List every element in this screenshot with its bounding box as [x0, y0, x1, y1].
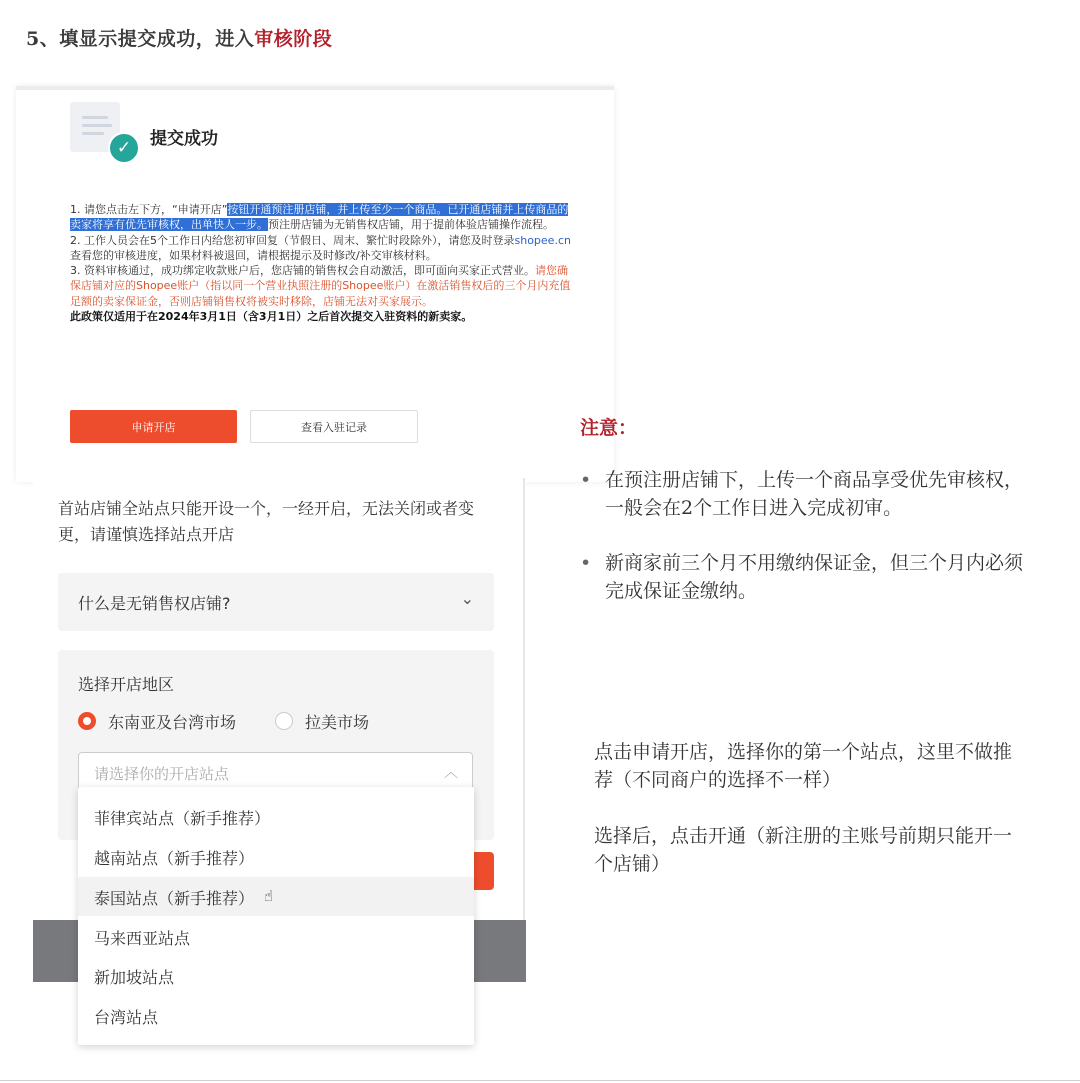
faq-label: 什么是无销售权店铺? [78, 594, 231, 613]
radio-label: 东南亚及台湾市场 [108, 713, 237, 732]
item3-text: 3. 资料审核通过，成功绑定收款账户后，您店铺的销售权会自动激活，即可面向买家正式营业。 [70, 264, 535, 278]
open-shop-button[interactable] [473, 852, 494, 890]
option-label: 新加坡站点 [94, 968, 175, 987]
slide-heading [26, 24, 332, 51]
bullet-icon: • [580, 552, 592, 574]
option-label: 越南站点（新手推荐） [94, 849, 255, 868]
note-item [580, 466, 1030, 522]
site-option-singapore[interactable] [78, 956, 474, 995]
item2-text-a: 2. 工作人员会在5个工作日内给您初审回复（节假日、周末、繁忙时段除外），请您及时登录 [70, 233, 515, 247]
region-label: 选择开店地区 [78, 675, 175, 694]
item2-text-b: 查看您的审核进度，如果材料被退回，请根据提示及时修改/补交审核材料。 [70, 248, 437, 262]
chevron-down-icon: ⌄ [460, 589, 474, 608]
submission-success-panel [16, 86, 614, 482]
footer-divider [0, 1080, 1080, 1081]
option-label: 菲律宾站点（新手推荐） [94, 809, 271, 828]
instruction-apply: 点击申请开店，选择你的第一个站点，这里不做推荐（不同商户的选择不一样） [594, 741, 1013, 791]
document-icon [70, 102, 132, 160]
check-circle-icon: ✓ [108, 132, 140, 164]
option-label: 马来西亚站点 [94, 929, 191, 948]
apply-shop-button[interactable]: 申请开店 [70, 410, 237, 443]
chevron-up-icon: ︿ [444, 765, 458, 781]
option-label: 台湾站点 [94, 1008, 159, 1027]
faq-collapse[interactable] [58, 573, 494, 631]
radio-latam[interactable] [275, 710, 475, 734]
site-option-thailand[interactable] [78, 877, 474, 916]
item1-highlight: 按钮开通预注册店铺，并上传至少一个商品。已开通店铺并上传商品的卖家将享有优先审核权，出单快人一步。 [70, 203, 569, 232]
site-select-placeholder: 请选择你的开店站点 [94, 765, 230, 783]
bullet-icon: • [580, 469, 592, 491]
notice-text [70, 202, 572, 324]
note-text: 在预注册店铺下，上传一个商品享受优先审核权，一般会在2个工作日进入完成初审。 [605, 469, 1024, 519]
notice-item-2 [70, 233, 572, 264]
option-label: 泰国站点（新手推荐） [94, 889, 255, 908]
radio-label: 拉美市场 [305, 713, 370, 732]
note-item [580, 549, 1030, 605]
heading-prefix: 5、填显示提交成功，进入 [26, 28, 255, 50]
site-option-malaysia[interactable] [78, 917, 474, 956]
radio-sea-taiwan[interactable] [78, 710, 278, 734]
heading-highlight: 审核阶段 [254, 28, 333, 50]
item3-warning: 请您确保店铺对应的Shopee账户（指以同一个营业执照注册的Shopee账户）在激活销售权后的三个月内充值足额的卖家保证金，否则店铺销售权将被实时移除，店铺无法对买家展示。 [70, 264, 571, 308]
site-option-taiwan[interactable] [78, 996, 474, 1035]
shopee-link[interactable]: shopee.cn [514, 233, 571, 247]
success-title: 提交成功 [150, 129, 218, 149]
notes-title: 注意： [580, 417, 638, 439]
policy-note: 此政策仅适用于在2024年3月1日（含3月1日）之后首次提交入驻资料的新卖家。 [70, 310, 473, 324]
instruction-open: 选择后，点击开通（新注册的主账号前期只能开一个店铺） [594, 825, 1013, 875]
hand-cursor-icon: ☝ [264, 887, 274, 905]
site-dropdown-menu [78, 787, 474, 1045]
note-text: 新商家前三个月不用缴纳保证金，但三个月内必须完成保证金缴纳。 [605, 552, 1024, 602]
notice-item-3 [70, 263, 572, 309]
site-intro-text: 首站店铺全站点只能开设一个，一经开启，无法关闭或者变更，请谨慎选择站点开店 [58, 499, 475, 544]
radio-selected-icon [78, 712, 96, 730]
notice-item-1 [70, 202, 572, 233]
item1-plain: 1. 请您点击左下方，“申请开店” [70, 203, 228, 216]
radio-unselected-icon [275, 712, 293, 730]
view-records-button[interactable]: 查看入驻记录 [250, 410, 418, 443]
site-select[interactable] [78, 752, 473, 792]
item1-rest: 预注册店铺为无销售权店铺，用于提前体验店铺操作流程。 [268, 218, 554, 232]
site-option-vietnam[interactable] [78, 837, 474, 876]
notes-list [580, 466, 1030, 632]
site-option-philippines[interactable] [78, 797, 474, 836]
